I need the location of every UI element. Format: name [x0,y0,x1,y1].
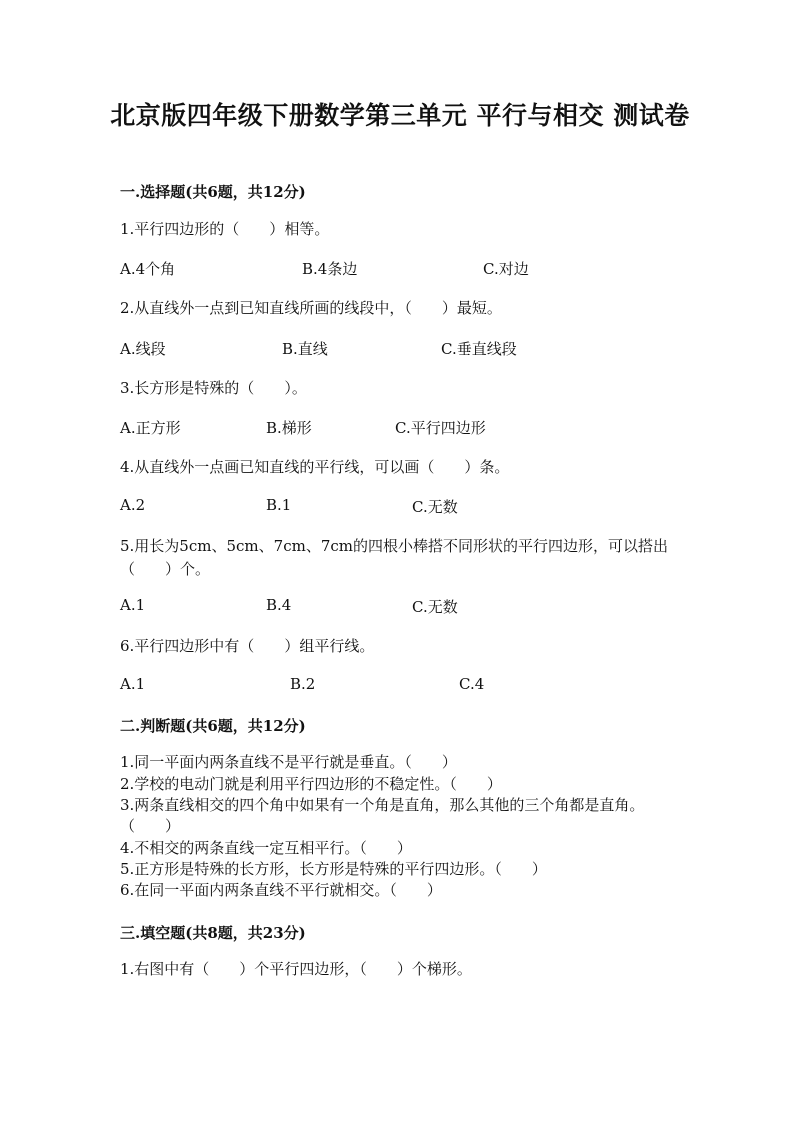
judgement-item: 3.两条直线相交的四个角中如果有一个角是直角，那么其他的三个角都是直角。（ ） [120,796,645,835]
exam-title: 北京版四年级下册数学第三单元 平行与相交 测试卷 [110,101,690,130]
option-b: B.直线 [282,340,328,358]
section-heading-choice: 一.选择题(共6题，共12分) [120,183,306,201]
option-b: B.2 [290,675,316,693]
judgement-item: 4.不相交的两条直线一定互相平行。（ ） [120,839,412,857]
question-text: 6.平行四边形中有（ ）组平行线。 [120,637,375,655]
option-a: A.4个角 [120,260,176,278]
option-a: A.正方形 [120,419,181,437]
option-c: C.无数 [412,598,458,616]
option-a: A.2 [120,496,146,514]
option-c: C.垂直线段 [441,340,517,358]
option-b: B.梯形 [266,419,312,437]
question-text: 5.用长为5cm、5cm、7cm、7cm的四根小棒搭不同形状的平行四边形，可以搭出（ ）个。 [120,537,668,578]
question-text: 4.从直线外一点画已知直线的平行线，可以画（ ）条。 [120,458,510,476]
judgement-item: 6.在同一平面内两条直线不平行就相交。（ ） [120,881,442,899]
section-heading-fill-blank: 三.填空题(共8题，共23分) [120,924,306,942]
question-text: 3.长方形是特殊的（ ）。 [120,379,307,397]
option-c: C.4 [459,675,485,693]
option-a: A.线段 [120,340,166,358]
option-b: B.4 [266,596,292,614]
judgement-item: 1.同一平面内两条直线不是平行就是垂直。（ ） [120,753,457,771]
judgement-item: 2.学校的电动门就是利用平行四边形的不稳定性。（ ） [120,775,502,793]
question-text: 1.平行四边形的（ ）相等。 [120,220,330,238]
question-text: 1.右图中有（ ）个平行四边形，（ ）个梯形。 [120,960,472,978]
option-a: A.1 [120,675,146,693]
option-c: C.平行四边形 [395,419,486,437]
question-text: 2.从直线外一点到已知直线所画的线段中，（ ）最短。 [120,299,502,317]
option-a: A.1 [120,596,146,614]
judgement-item: 5.正方形是特殊的长方形，长方形是特殊的平行四边形。（ ） [120,860,547,878]
option-c: C.对边 [483,260,529,278]
option-b: B.4条边 [302,260,358,278]
option-b: B.1 [266,496,292,514]
section-heading-judgement: 二.判断题(共6题，共12分) [120,717,306,735]
option-c: C.无数 [412,498,458,516]
